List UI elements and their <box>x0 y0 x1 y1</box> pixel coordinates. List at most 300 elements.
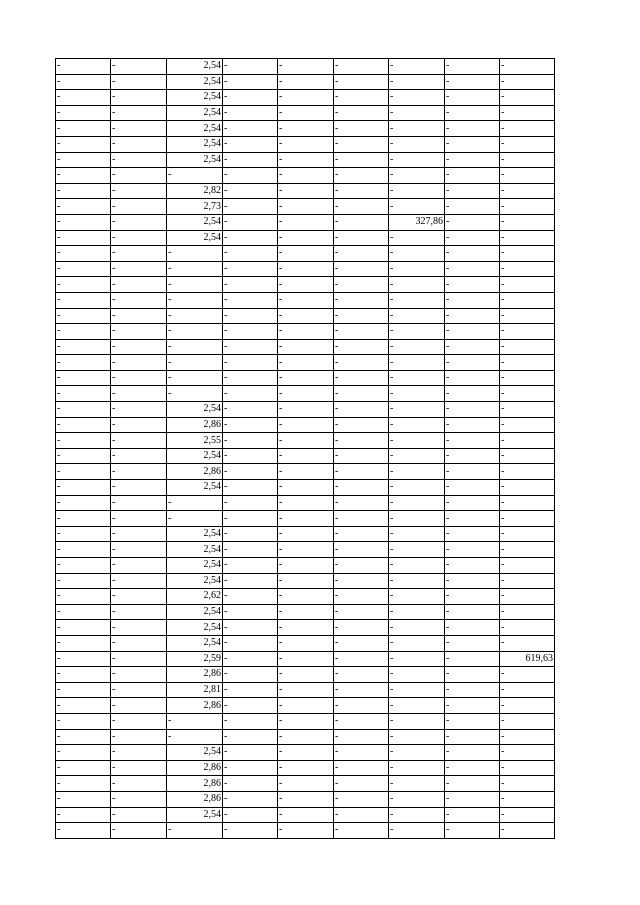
table-cell: - <box>445 402 500 418</box>
table-cell: - <box>445 776 500 792</box>
table-cell: - <box>389 589 445 605</box>
table-cell: - <box>445 59 500 75</box>
table-cell: - <box>445 121 500 137</box>
table-row <box>56 526 555 542</box>
table-row <box>56 308 555 324</box>
table-cell: - <box>111 448 167 464</box>
table-cell: - <box>56 542 111 558</box>
table-cell: - <box>500 339 555 355</box>
table-cell: - <box>111 558 167 574</box>
table-cell: - <box>111 292 167 308</box>
table-cell: 2,54 <box>167 620 223 636</box>
table-cell: - <box>111 589 167 605</box>
table-cell: - <box>56 417 111 433</box>
table-cell: - <box>167 355 223 371</box>
table-cell: - <box>56 480 111 496</box>
table-cell: - <box>278 152 334 168</box>
table-cell: - <box>334 464 389 480</box>
table-cell: - <box>111 168 167 184</box>
table-cell: - <box>334 807 389 823</box>
table-cell: - <box>223 277 278 293</box>
table-cell: - <box>389 324 445 340</box>
table-cell: - <box>389 526 445 542</box>
table-cell: 2,54 <box>167 136 223 152</box>
table-row <box>56 791 555 807</box>
table-cell: - <box>111 713 167 729</box>
table-cell: - <box>389 230 445 246</box>
table-cell: - <box>111 261 167 277</box>
table-cell: - <box>111 791 167 807</box>
table-cell: - <box>389 760 445 776</box>
table-cell: - <box>223 183 278 199</box>
table-cell: - <box>445 635 500 651</box>
table-cell: - <box>111 277 167 293</box>
table-cell: - <box>223 308 278 324</box>
table-cell: - <box>445 339 500 355</box>
table-cell: - <box>334 745 389 761</box>
table-cell: - <box>223 604 278 620</box>
table-cell: - <box>167 324 223 340</box>
table-cell: - <box>278 370 334 386</box>
table-cell: 2,54 <box>167 74 223 90</box>
table-cell: - <box>278 573 334 589</box>
table-cell: - <box>445 791 500 807</box>
table-cell: - <box>389 698 445 714</box>
table-cell: - <box>223 620 278 636</box>
table-cell: - <box>445 308 500 324</box>
table-cell: - <box>111 480 167 496</box>
table-cell: - <box>334 370 389 386</box>
table-cell: - <box>56 698 111 714</box>
table-cell: 2,54 <box>167 604 223 620</box>
table-cell: - <box>445 745 500 761</box>
table-cell: - <box>500 791 555 807</box>
table-cell: - <box>278 682 334 698</box>
table-cell: - <box>223 370 278 386</box>
table-cell: - <box>278 386 334 402</box>
table-cell: - <box>334 729 389 745</box>
table-cell: - <box>278 776 334 792</box>
table-cell: - <box>223 74 278 90</box>
table-cell: - <box>223 339 278 355</box>
table-cell: - <box>223 807 278 823</box>
table-cell: - <box>500 230 555 246</box>
table-cell: - <box>445 542 500 558</box>
table-cell: - <box>389 90 445 106</box>
table-row <box>56 168 555 184</box>
table-cell: 2,54 <box>167 121 223 137</box>
table-cell: - <box>223 480 278 496</box>
table-row <box>56 807 555 823</box>
table-cell: - <box>111 620 167 636</box>
table-cell: - <box>445 698 500 714</box>
table-cell: - <box>500 370 555 386</box>
table-cell: - <box>334 339 389 355</box>
table-cell: - <box>223 542 278 558</box>
table-cell: - <box>334 308 389 324</box>
table-cell: - <box>111 339 167 355</box>
table-cell: 2,82 <box>167 183 223 199</box>
table-cell: - <box>56 667 111 683</box>
table-cell: - <box>56 526 111 542</box>
table-cell: - <box>334 651 389 667</box>
table-row <box>56 121 555 137</box>
table-cell: - <box>500 90 555 106</box>
table-cell: - <box>223 199 278 215</box>
table-cell: - <box>389 791 445 807</box>
table-cell: - <box>389 168 445 184</box>
table-cell: - <box>500 417 555 433</box>
table-cell: - <box>223 651 278 667</box>
table-cell: - <box>167 370 223 386</box>
table-cell: 2,73 <box>167 199 223 215</box>
table-cell: - <box>56 745 111 761</box>
table-cell: 2,54 <box>167 558 223 574</box>
table-cell: - <box>445 682 500 698</box>
table-cell: - <box>278 604 334 620</box>
table-cell: - <box>223 433 278 449</box>
table-cell: - <box>445 386 500 402</box>
table-cell: - <box>278 246 334 262</box>
table-cell: - <box>278 324 334 340</box>
table-cell: - <box>111 183 167 199</box>
table-row <box>56 183 555 199</box>
table-cell: - <box>334 355 389 371</box>
table-cell: - <box>167 713 223 729</box>
table-cell: - <box>445 480 500 496</box>
table-cell: - <box>223 105 278 121</box>
table-cell: - <box>445 464 500 480</box>
table-cell: - <box>56 246 111 262</box>
table-cell: - <box>334 292 389 308</box>
table-cell: 2,86 <box>167 417 223 433</box>
table-cell: - <box>278 214 334 230</box>
table-row <box>56 90 555 106</box>
table-cell: - <box>223 121 278 137</box>
table-cell: - <box>223 823 278 839</box>
table-cell: - <box>278 199 334 215</box>
table-cell: - <box>223 495 278 511</box>
table-row <box>56 729 555 745</box>
table-cell: - <box>334 526 389 542</box>
table-cell: - <box>334 183 389 199</box>
table-cell: - <box>56 464 111 480</box>
table-cell: - <box>278 464 334 480</box>
table-row <box>56 682 555 698</box>
table-cell: - <box>223 246 278 262</box>
table-cell: - <box>389 448 445 464</box>
table-cell: - <box>334 791 389 807</box>
table-cell: - <box>500 168 555 184</box>
table-cell: - <box>500 495 555 511</box>
table-cell: - <box>56 682 111 698</box>
table-cell: - <box>223 355 278 371</box>
table-cell: - <box>111 324 167 340</box>
table-cell: - <box>445 729 500 745</box>
table-cell: - <box>445 90 500 106</box>
table-cell: - <box>167 261 223 277</box>
table-cell: - <box>389 199 445 215</box>
table-cell: - <box>445 448 500 464</box>
table-cell: - <box>389 152 445 168</box>
table-cell: - <box>56 558 111 574</box>
table-cell: - <box>167 823 223 839</box>
table-cell: - <box>56 90 111 106</box>
table-cell: - <box>389 511 445 527</box>
table-cell: - <box>278 448 334 464</box>
table-cell: - <box>223 589 278 605</box>
table-cell: - <box>389 823 445 839</box>
table-cell: 2,86 <box>167 760 223 776</box>
table-cell: - <box>223 729 278 745</box>
table-body <box>56 59 555 839</box>
table-cell: - <box>111 573 167 589</box>
table-cell: - <box>445 667 500 683</box>
table-cell: - <box>111 370 167 386</box>
table-cell: - <box>278 168 334 184</box>
table-cell: - <box>56 448 111 464</box>
table-cell: 2,54 <box>167 105 223 121</box>
data-table <box>55 58 555 839</box>
table-cell: - <box>389 121 445 137</box>
table-cell: - <box>223 261 278 277</box>
table-cell: - <box>389 542 445 558</box>
table-cell: - <box>223 324 278 340</box>
table-cell: 2,54 <box>167 542 223 558</box>
table-cell: - <box>223 558 278 574</box>
table-cell: - <box>111 386 167 402</box>
table-cell: - <box>56 74 111 90</box>
table-row <box>56 651 555 667</box>
table-cell: 2,54 <box>167 90 223 106</box>
table-cell: - <box>389 261 445 277</box>
table-cell: - <box>334 542 389 558</box>
table-cell: - <box>111 433 167 449</box>
table-cell: - <box>223 59 278 75</box>
table-cell: - <box>111 214 167 230</box>
table-row <box>56 698 555 714</box>
table-cell: - <box>445 620 500 636</box>
table-cell: - <box>56 121 111 137</box>
table-cell: - <box>445 261 500 277</box>
table-cell: - <box>278 355 334 371</box>
table-cell: - <box>223 230 278 246</box>
table-cell: - <box>334 136 389 152</box>
table-cell: - <box>223 745 278 761</box>
table-cell: - <box>278 59 334 75</box>
table-cell: - <box>278 526 334 542</box>
table-cell: - <box>389 246 445 262</box>
table-cell: - <box>278 308 334 324</box>
table-cell: - <box>334 573 389 589</box>
table-cell: - <box>334 417 389 433</box>
table-cell: - <box>445 324 500 340</box>
table-cell: - <box>500 558 555 574</box>
table-cell: - <box>334 776 389 792</box>
table-cell: - <box>334 433 389 449</box>
table-cell: - <box>389 729 445 745</box>
table-row <box>56 635 555 651</box>
table-cell: 2,86 <box>167 464 223 480</box>
table-cell: 2,59 <box>167 651 223 667</box>
table-cell: - <box>334 495 389 511</box>
table-cell: - <box>278 339 334 355</box>
table-cell: - <box>56 495 111 511</box>
table-cell: - <box>334 214 389 230</box>
table-cell: - <box>445 152 500 168</box>
table-row <box>56 448 555 464</box>
table-cell: - <box>111 417 167 433</box>
table-cell: - <box>500 776 555 792</box>
table-cell: - <box>111 604 167 620</box>
table-row <box>56 355 555 371</box>
table-cell: - <box>334 261 389 277</box>
table-cell: - <box>389 183 445 199</box>
table-cell: - <box>111 355 167 371</box>
table-cell: - <box>111 402 167 418</box>
table-cell: - <box>278 292 334 308</box>
table-cell: - <box>278 589 334 605</box>
table-cell: - <box>445 74 500 90</box>
table-cell: - <box>56 760 111 776</box>
table-cell: - <box>389 464 445 480</box>
table-cell: - <box>167 386 223 402</box>
table-row <box>56 745 555 761</box>
table-cell: - <box>334 558 389 574</box>
table-cell: - <box>334 74 389 90</box>
table-row <box>56 74 555 90</box>
table-cell: - <box>334 152 389 168</box>
table-cell: - <box>389 136 445 152</box>
table-cell: - <box>56 324 111 340</box>
table-cell: - <box>278 558 334 574</box>
table-cell: - <box>389 604 445 620</box>
table-cell: - <box>334 230 389 246</box>
table-cell: - <box>500 729 555 745</box>
table-cell: - <box>500 573 555 589</box>
table-cell: - <box>389 277 445 293</box>
table-cell: - <box>334 59 389 75</box>
table-cell: - <box>111 682 167 698</box>
table-row <box>56 760 555 776</box>
table-cell: - <box>223 464 278 480</box>
table-cell: - <box>389 59 445 75</box>
table-cell: 2,54 <box>167 745 223 761</box>
table-row <box>56 261 555 277</box>
table-cell: 2,86 <box>167 667 223 683</box>
table-cell: - <box>223 90 278 106</box>
table-cell: - <box>223 448 278 464</box>
table-cell: - <box>389 667 445 683</box>
table-cell: - <box>500 807 555 823</box>
table-cell: - <box>500 74 555 90</box>
table-cell: - <box>278 121 334 137</box>
table-cell: - <box>334 277 389 293</box>
table-cell: - <box>56 604 111 620</box>
table-cell: - <box>278 417 334 433</box>
table-cell: - <box>56 589 111 605</box>
table-row <box>56 214 555 230</box>
table-cell: - <box>56 105 111 121</box>
table-cell: - <box>111 495 167 511</box>
table-cell: - <box>334 121 389 137</box>
table-cell: - <box>167 277 223 293</box>
table-cell: - <box>445 230 500 246</box>
table-cell: - <box>56 199 111 215</box>
table-cell: - <box>445 417 500 433</box>
table-cell: - <box>500 745 555 761</box>
table-cell: - <box>111 526 167 542</box>
table-cell: - <box>334 246 389 262</box>
table-cell: - <box>56 573 111 589</box>
table-cell: - <box>56 152 111 168</box>
table-cell: - <box>389 417 445 433</box>
table-cell: - <box>334 620 389 636</box>
table-cell: - <box>56 386 111 402</box>
table-cell: - <box>56 214 111 230</box>
table-cell: - <box>56 807 111 823</box>
table-cell: - <box>445 355 500 371</box>
table-cell: - <box>278 480 334 496</box>
table-cell: - <box>223 417 278 433</box>
table-cell: - <box>500 682 555 698</box>
table-cell: - <box>389 807 445 823</box>
table-row <box>56 620 555 636</box>
table-cell: - <box>389 370 445 386</box>
table-row <box>56 511 555 527</box>
table-cell: - <box>445 651 500 667</box>
table-cell: - <box>278 90 334 106</box>
table-cell: - <box>111 745 167 761</box>
table-cell: - <box>334 199 389 215</box>
table-cell: 2,54 <box>167 526 223 542</box>
table-cell: - <box>111 511 167 527</box>
table-cell: - <box>278 807 334 823</box>
table-cell: - <box>389 433 445 449</box>
table-cell: - <box>389 651 445 667</box>
table-cell: - <box>56 370 111 386</box>
table-cell: - <box>111 635 167 651</box>
table-cell: - <box>223 573 278 589</box>
table-cell: - <box>111 776 167 792</box>
table-cell: - <box>278 136 334 152</box>
table-cell: - <box>500 480 555 496</box>
table-cell: - <box>500 402 555 418</box>
table-cell: - <box>445 199 500 215</box>
table-cell: - <box>500 324 555 340</box>
table-cell: - <box>278 542 334 558</box>
table-cell: 2,54 <box>167 448 223 464</box>
table-row <box>56 480 555 496</box>
table-cell: - <box>111 698 167 714</box>
table-cell: - <box>111 823 167 839</box>
table-cell: - <box>500 277 555 293</box>
table-cell: - <box>500 604 555 620</box>
table-cell: - <box>223 667 278 683</box>
table-cell: - <box>167 339 223 355</box>
table-cell: - <box>223 682 278 698</box>
table-cell: - <box>223 511 278 527</box>
table-cell: - <box>56 511 111 527</box>
table-cell: - <box>389 495 445 511</box>
table-cell: - <box>167 168 223 184</box>
table-cell: - <box>223 152 278 168</box>
table-cell: - <box>111 807 167 823</box>
table-cell: - <box>500 823 555 839</box>
table-cell: - <box>167 246 223 262</box>
table-cell: - <box>500 152 555 168</box>
table-cell: - <box>389 105 445 121</box>
